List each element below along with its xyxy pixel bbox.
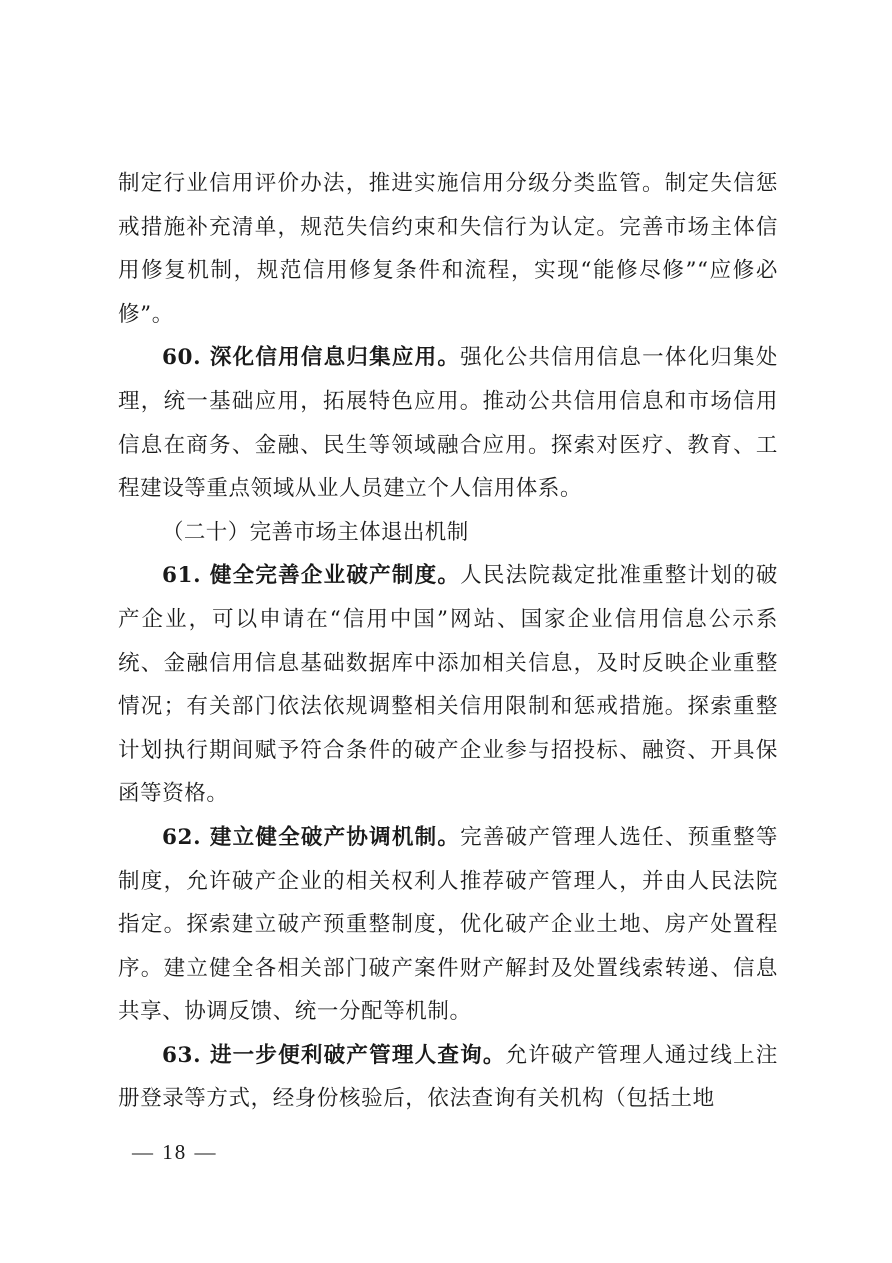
paragraph-credit-evaluation <box>118 162 778 336</box>
item-heading-61: 61. 健全完善企业破产制度。 <box>162 563 461 589</box>
paragraph-63 <box>118 1034 778 1121</box>
paragraph-60 <box>118 336 778 510</box>
paragraph-62 <box>118 816 778 1034</box>
page-number: — 18 — <box>132 1140 218 1164</box>
paragraph-61 <box>118 554 778 816</box>
section-heading-text: （二十）完善市场主体退出机制 <box>162 519 469 545</box>
item-heading-60: 60. 深化信用信息归集应用。 <box>162 345 461 371</box>
paragraph-text: 强化公共信用信息一体化归集处理，统一基础应用，拓展特色应用。推动公共信用信息和市场信用信息在商务、金融、民生等领域融合应用。探索对医疗、教育、工程建设等重点领域从业人员建立个人信用体系。 <box>118 345 778 502</box>
document-body <box>118 162 778 1121</box>
paragraph-text: 制定行业信用评价办法，推进实施信用分级分类监管。制定失信惩戒措施补充清单，规范失信约束和失信行为认定。完善市场主体信用修复机制，规范信用修复条件和流程，实现“能修尽修”“应修必修”。 <box>118 171 778 327</box>
item-heading-62: 62. 建立健全破产协调机制。 <box>162 824 461 850</box>
item-heading-63: 63. 进一步便利破产管理人查询。 <box>162 1042 506 1068</box>
section-heading-20 <box>118 511 778 555</box>
paragraph-text: 完善破产管理人选任、预重整等制度，允许破产企业的相关权利人推荐破产管理人，并由人民法院指定。探索建立破产预重整制度，优化破产企业土地、房产处置程序。建立健全各相关部门破产案件财产解封及处置线索转递、信息共享、协调反馈、统一分配等机制。 <box>118 824 778 1025</box>
paragraph-text: 允许破产管理人通过线上注册登录等方式，经身份核验后，依法查询有关机构（包括土地 <box>118 1042 779 1112</box>
paragraph-text: 人民法院裁定批准重整计划的破产企业，可以申请在“信用中国”网站、国家企业信用信息公示系统、金融信用信息基础数据库中添加相关信息，及时反映企业重整情况；有关部门依法依规调整相关信用限制和惩戒措施。探索重整计划执行期间赋予符合条件的破产企业参与招投标、融资、开具保函等资格。 <box>118 563 778 807</box>
